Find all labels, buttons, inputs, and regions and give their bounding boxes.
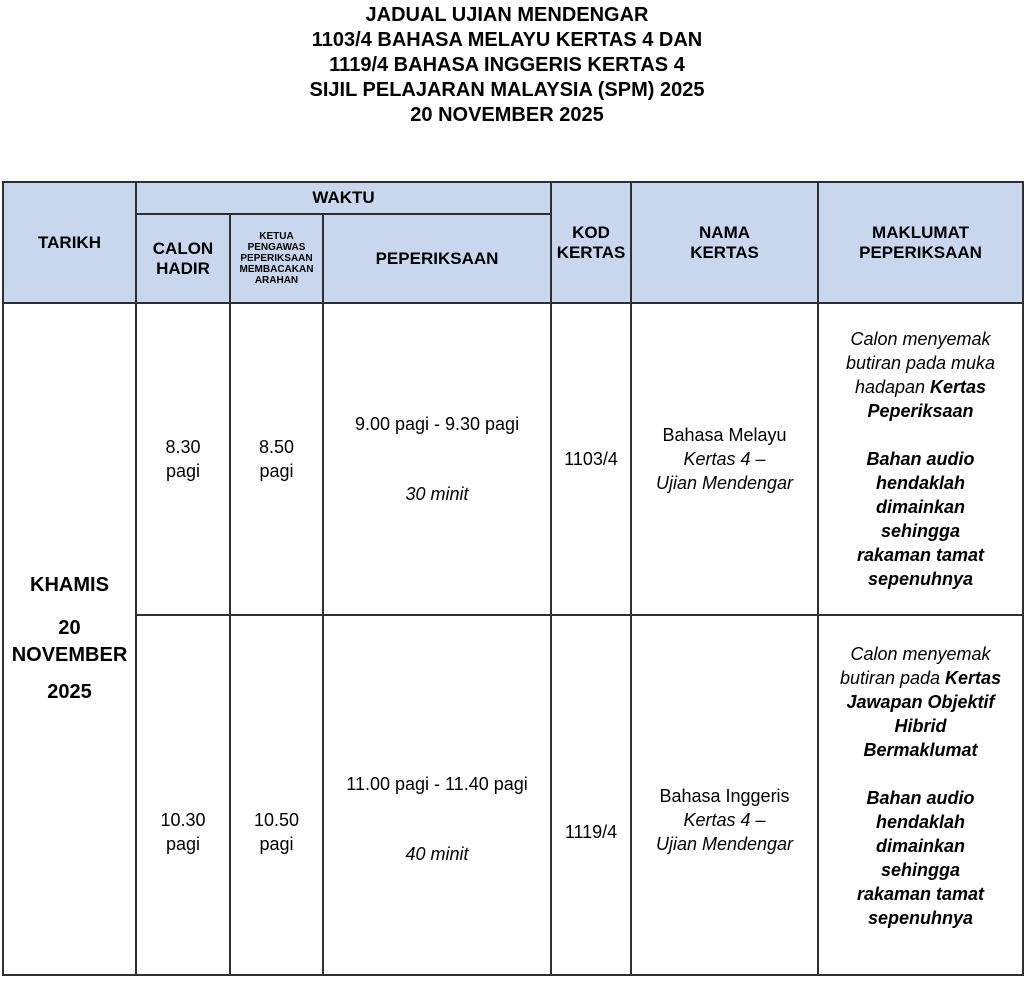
info-line-bold: Bahan audio <box>866 449 975 469</box>
maklumat-cell <box>818 615 1023 975</box>
header-ketua-line: ARAHAN <box>254 275 299 286</box>
calon-hadir-cell <box>136 615 230 975</box>
header-kod-line: KERTAS <box>556 242 626 262</box>
info-line-bold: dimainkan <box>876 497 966 517</box>
calon-hadir-period: pagi <box>165 834 201 854</box>
exam-time: 11.00 pagi - 11.40 pagi <box>346 774 528 794</box>
ketua-time: 8.50 <box>258 437 295 457</box>
info-line-bold: hendaklah <box>876 812 966 832</box>
ketua-period: pagi <box>259 834 294 854</box>
info-line: hadapan <box>854 377 931 397</box>
title-line: JADUAL UJIAN MENDENGAR <box>365 4 649 26</box>
header-calon-line: HADIR <box>156 258 210 278</box>
nama-kertas-line: Kertas 4 – <box>683 810 766 830</box>
info-line-bold: Bermaklumat <box>863 740 978 760</box>
info-line-bold: hendaklah <box>876 473 966 493</box>
header-waktu <box>136 182 551 214</box>
title-line: 1119/4 BAHASA INGGERIS KERTAS 4 <box>329 54 685 76</box>
info-line-bold: Kertas <box>930 377 987 397</box>
header-tarikh <box>3 182 136 303</box>
nama-kertas-line: Ujian Mendengar <box>655 834 794 854</box>
info-line-bold: Peperiksaan <box>867 401 974 421</box>
exam-duration: 30 minit <box>405 484 469 504</box>
info-line-bold: Hibrid <box>894 716 947 736</box>
nama-kertas-line: Bahasa Melayu <box>662 425 787 445</box>
nama-cell <box>631 303 818 615</box>
header-ketua-line: MEMBACAKAN <box>239 264 314 275</box>
header-waktu-label: WAKTU <box>312 188 375 207</box>
ketua-pengawas-cell <box>230 303 323 615</box>
header-maklumat-line: MAKLUMAT <box>872 222 969 242</box>
kod-kertas: 1119/4 <box>564 822 618 842</box>
header-ketua-pengawas <box>230 214 323 303</box>
header-nama-line: KERTAS <box>690 242 759 262</box>
exam-time: 9.00 pagi - 9.30 pagi <box>354 414 520 434</box>
schedule-table <box>2 181 1024 976</box>
header-calon-line: CALON <box>152 238 214 258</box>
date-month: NOVEMBER <box>11 644 128 666</box>
calon-hadir-time: 8.30 <box>165 437 201 457</box>
info-line-bold: Jawapan Objektif <box>846 692 995 712</box>
header-nama-kertas <box>631 182 818 303</box>
info-line-bold: sehingga <box>881 521 961 541</box>
nama-cell <box>631 615 818 975</box>
header-nama-line: NAMA <box>699 222 751 242</box>
date-date: 20 <box>58 617 81 639</box>
header-kod-kertas <box>551 182 631 303</box>
kod-cell <box>551 615 631 975</box>
info-line-bold: Bahan audio <box>866 788 975 808</box>
nama-kertas-line: Bahasa Inggeris <box>659 786 790 806</box>
info-line: Calon menyemak <box>850 644 991 664</box>
header-ketua-line: KETUA <box>259 231 294 242</box>
nama-kertas-line: Ujian Mendengar <box>655 473 794 493</box>
calon-hadir-cell <box>136 303 230 615</box>
date-cell <box>3 303 136 975</box>
info-line: Calon menyemak <box>850 329 991 349</box>
title-line: 20 NOVEMBER 2025 <box>410 104 604 126</box>
info-line-bold: sepenuhnya <box>868 569 974 589</box>
info-line-bold: rakaman tamat <box>856 545 985 565</box>
exam-time-cell <box>323 303 551 615</box>
header-ketua-line: PEPERIKSAAN <box>240 253 313 264</box>
ketua-pengawas-cell <box>230 615 323 975</box>
info-line-bold: Kertas <box>945 668 1002 688</box>
ketua-time: 10.50 <box>253 810 300 830</box>
title-line: 1103/4 BAHASA MELAYU KERTAS 4 DAN <box>311 29 703 51</box>
header-maklumat-line: PEPERIKSAAN <box>859 242 982 262</box>
info-line: butiran pada <box>839 668 946 688</box>
title-line: SIJIL PELAJARAN MALAYSIA (SPM) 2025 <box>309 79 705 101</box>
info-line-bold: rakaman tamat <box>856 884 985 904</box>
exam-duration: 40 minit <box>405 844 469 864</box>
header-peperiksaan-label: PEPERIKSAAN <box>375 248 499 268</box>
info-line-bold: dimainkan <box>876 836 966 856</box>
table-row <box>3 303 1023 615</box>
kod-cell <box>551 303 631 615</box>
info-line: butiran pada muka <box>845 353 996 373</box>
maklumat-cell <box>818 303 1023 615</box>
nama-kertas-line: Kertas 4 – <box>683 449 766 469</box>
header-ketua-line: PENGAWAS <box>247 242 306 253</box>
header-maklumat <box>818 182 1023 303</box>
info-line-bold: sehingga <box>881 860 961 880</box>
date-day: KHAMIS <box>30 574 109 596</box>
header-calon-hadir <box>136 214 230 303</box>
table-row <box>3 615 1023 975</box>
header-tarikh-label: TARIKH <box>38 232 101 252</box>
date-year: 2025 <box>47 681 92 703</box>
calon-hadir-period: pagi <box>165 461 201 481</box>
document-title <box>0 3 1014 128</box>
exam-time-cell <box>323 615 551 975</box>
header-peperiksaan <box>323 214 551 303</box>
header-kod-line: KOD <box>572 222 610 242</box>
calon-hadir-time: 10.30 <box>160 810 206 830</box>
ketua-period: pagi <box>259 461 294 481</box>
info-line-bold: sepenuhnya <box>868 908 974 928</box>
kod-kertas: 1103/4 <box>564 449 618 469</box>
